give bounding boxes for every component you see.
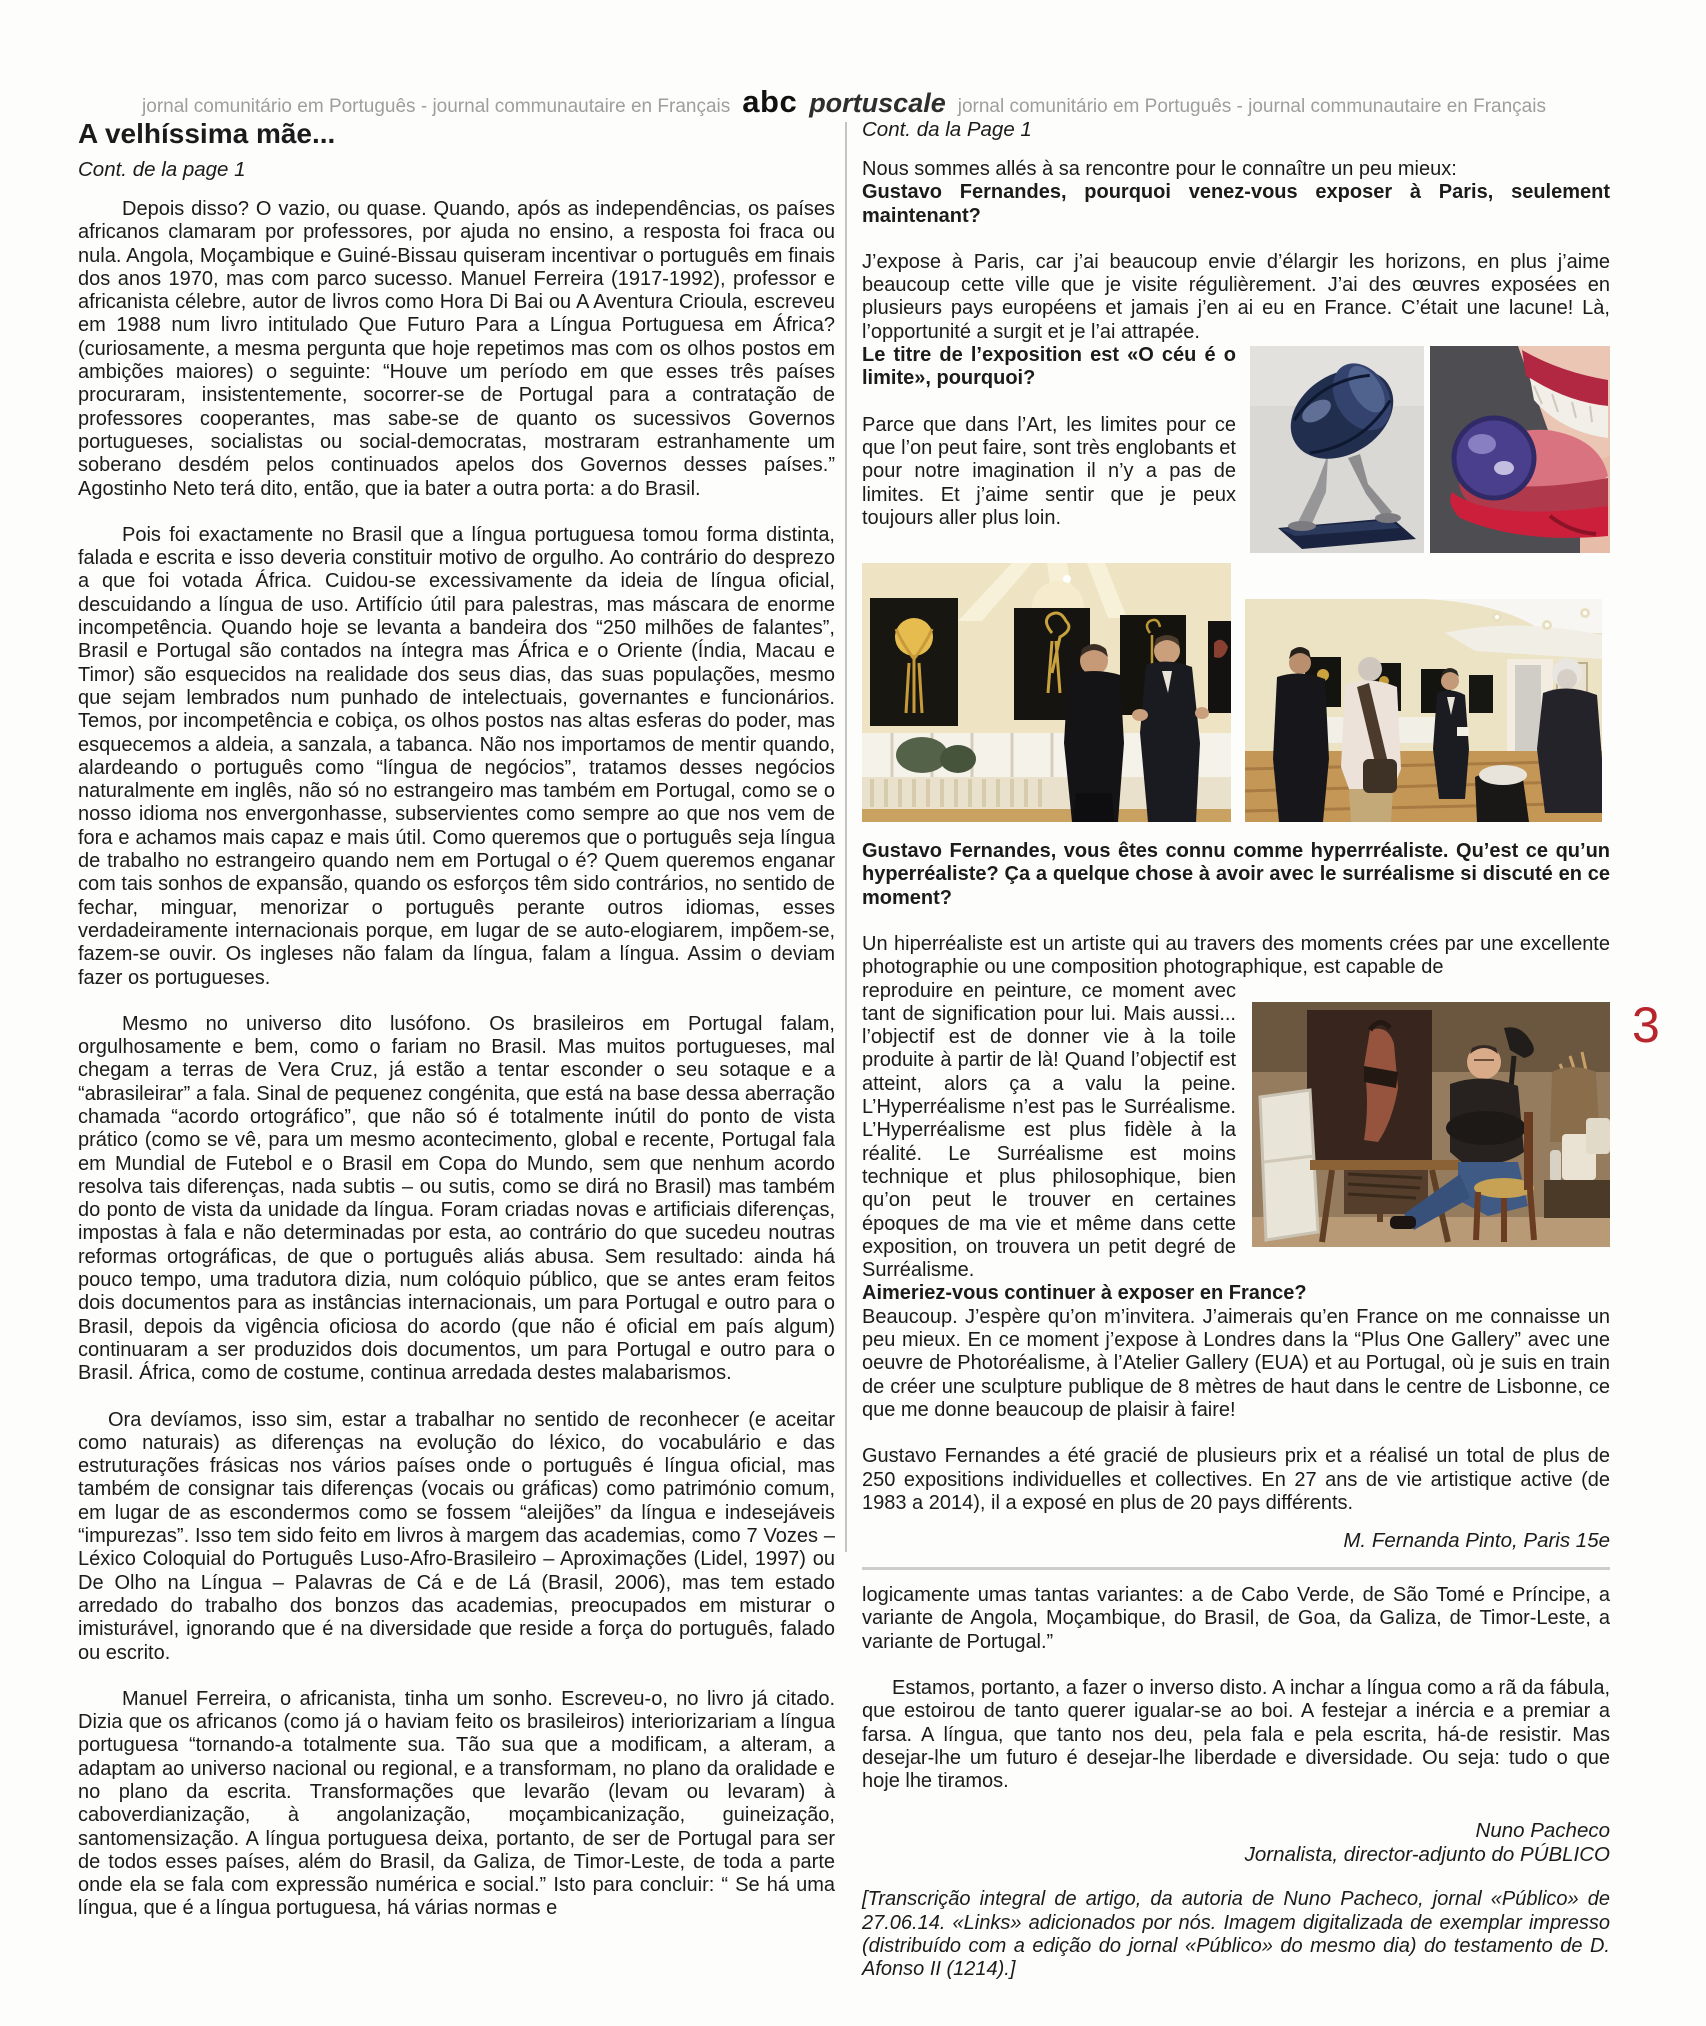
paragraph-2: Pois foi exactamente no Brasil que a língua portuguesa tomou forma distinta, falada e escrita e isso deveria constituir motivo de orgulho. Ao contrário do desprezo a que foi votada África. Cuidou-se excessivamente da ideia de língua oficial, descuidando a língua de uso. Artifício útil para palestras, mas máscara de enorme incompetência. Quando hoje se levanta a bandeira dos “250 milhões de falantes”, Brasil e Portugal são contados na íntegra mas África e o Oriente (Índia, Macau e Timor) são esquecidos na realidade dos seus dias, das suas populações, mesmo que sejam lembrados num punhado de intelectuais, governantes e funcionários. Temos, por incompetência e cobiça, os olhos postos nas altas esferas do poder, mas esquecemos a aldeia, a sanzala, a tabanca. Não nos importamos de mentir quando, alardeando o português como “língua de negócios”, tratamos desses negócios naturalmente em inglês, não só no estrangeiro mas também em Portugal, como se o nosso idioma nos envergonhasse, subservientes como sempre ao que nos vem de fora e achamos mais capaz e mais útil. Como queremos que o português seja língua de trabalho no estrangeiro quando nem em Portugal o é? Quem queremos enganar com tais sonhos de expansão, quando os esforços têm sido contrários, no sentido de fechar, minguar, menorizar o português perante outros idiomas, esses verdadeiramente internacionais porque, em lugar de se auto-elogiarem, impõem-se, fazem-se ouvir. Os ingleses não falam da língua, falam a língua. Assim o deviam fazer os portugueses. [78, 523, 835, 989]
artist-studio-photo-svg [1252, 1002, 1610, 1247]
question-4: Aimeriez-vous continuer à exposer en France? [862, 1282, 1307, 1305]
answer-2: Parce que dans l’Art, les limites pour ce que l’on peut faire, sont très englobants et pour notre imagination il n’y a pas de limites. Et j’aime sentir que je peux toujours aller plus loin. [862, 413, 1236, 529]
signature-name: Nuno Pacheco [1475, 1819, 1610, 1843]
article-french-interview [862, 118, 1610, 2005]
continuation-note-right: Cont. da la Page 1 [862, 118, 1032, 141]
article-title: A velhíssima mãe... [78, 118, 336, 149]
section-rule [862, 1567, 1610, 1570]
gallery-visitors-photo [1245, 599, 1602, 822]
brand-abc: abc [742, 84, 798, 119]
artist-studio-photo [1252, 1002, 1610, 1247]
paragraph-3: Mesmo no universo dito lusófono. Os brasileiros em Portugal falam, orgulhosamente e bem, como o fariam no Brasil. Mas muitos portugueses, mal chegam a terras de Vera Cruz, já estão a tentar esconder o seu sotaque e a “abrasileirar” a fala. Sinal de pequenez congénita, que está na base dessa aberração chamada “acordo ortográfico”, que não só é totalmente inútil do ponto de vista prático (como se vê, para um mesmo acontecimento, global e recente, Portugal fala em Mundial de Futebol e o Brasil em Copa do Mundo, sem que nenhum acordo resolva tais diferenças, nada subtis – ou sutis, como se dirá no Brasil) mas também do ponto de vista da unidade da língua. Foram criadas novas e artificiais diferenças, impostas à fala e não determinadas por esta, ao contrário do que sucedeu noutras reformas ortográficas, de que o português aliás abusa. Sem resultado: ainda há pouco tempo, uma tradutora dizia, num colóquio público, que se antes eram feitos dois documentos para as instâncias internacionais, um para Portugal e outro para o Brasil, depois da vigência oficiosa do acordo (que não é oficial em país algum) continuaram a ser produzidos dois documentos, um para Portugal e outro para o Brasil. África, como de costume, continua arredada destes malabarismos. [78, 1012, 835, 1385]
lips-blue-orb-photo [1430, 346, 1610, 553]
paragraph-1: Depois disso? O vazio, ou quase. Quando, após as independências, os países africanos clamaram por professores, por ajuda no ensino, a resposta foi fraca ou nula. Angola, Moçambique e Guiné-Bissau quiseram incentivar o português em finais dos anos 1970, mas com parco sucesso. Manuel Ferreira (1917-1992), professor e africanista célebre, autor de livros como Hora Di Bai ou A Aventura Crioula, escreveu em 1988 num livro intitulado Que Futuro Para a Língua Portuguesa em África? (curiosamente, a mesma pergunta que hoje repetimos mas com os olhos postos em ambições maiores) o seguinte: “Houve um período em que esses três países procuraram, insistentemente, socorrer-se de Portugal para a contratação de professores cooperantes, mas sabe-se de quanto os sucessivos Governos portugueses, socialistas ou social-democratas, mostraram estranhamente um soberano desdém pelos continuados apelos dos Governos desses países.” Agostinho Neto terá dito, então, que ia bater a outra porta: a do Brasil. [78, 198, 835, 500]
question-3-caption: Gustavo Fernandes, vous êtes connu comme hyperrréaliste. Qu’est ce qu’un hyperréaliste? Ça a quelque chose à avoir avec le surréalisme si discuté en ce moment? [862, 840, 1610, 909]
closing-paragraph: Gustavo Fernandes a été gracié de plusieurs prix et a réalisé un total de plus de 250 expositions individuelles et collectives. En 27 ans de vie artistique active (de 1983 a 2014), il a exposé en plus de 20 pays différents. [862, 1445, 1610, 1514]
continuation-note-left: Cont. de la page 1 [78, 158, 246, 181]
column-divider [845, 122, 847, 1552]
answer-4: Beaucoup. J’espère qu’on m’invitera. J’aimerais qu’en France on me connaisse un peu mieux. En ce moment j’expose à Londres dans la “Plus One Gallery” avec une oeuvre de Photoréalisme, à l’Atelier Gallery (EUA) et au Portugal, où je suis en train de créer une sculpture publique de 8 mètres de haut dans le centre de Lisbonne, ce que me donne beaucoup de plaisir à faire! [862, 1305, 1610, 1421]
interview-intro: Nous sommes allés à sa rencontre pour le connaître un peu mieux: [862, 158, 1457, 180]
question-2: Le titre de l’exposition est «O céu é o limite», pourquoi? [862, 344, 1236, 390]
answer-3-wrap: reproduire en peinture, ce moment avec tant de signification pour lui. Mais aussi... l’objectif est de donner vie à la toile produite à partir de là! Quand l’objectif est atteint, alors ça a valu la peine. L’Hyperréalisme n’est pas le Surréalisme. L’Hyperréalisme est plus fidèle à la réalité. Le Surréalisme est moins technique et plus philosophique, bien qu’on peut le trouver en certaines époques de ma vie et même dans cette exposition, on trouvera un petit degré de Surréalisme. [862, 979, 1236, 1282]
answer-1: J’expose à Paris, car j’ai beaucoup envie d’élargir les horizons, en plus j’aime beaucoup cette ville que je visite régulièrement. J’ai des œuvres exposées en plusieurs pays européens et jamais j’en ai eu en France. C’était une lacune! Là, l’opportunité a surgit et je l’ai attrapée. [862, 250, 1610, 343]
answer-3-lead: Un hiperréaliste est un artiste qui au travers des moments crées par une excellente photographie ou une composition photographique, est capable de [862, 932, 1610, 979]
article-portuguese [78, 118, 835, 1944]
pt-continuation-1: logicamente umas tantas variantes: a de Cabo Verde, de São Tomé e Príncipe, a variante de Angola, Moçambique, do Brasil, de Goa, da Galiza, de Timor-Leste, a variante de Portugal.” [862, 1584, 1610, 1653]
gallery-photos [862, 563, 1610, 827]
paragraph-4: Ora devíamos, isso sim, estar a trabalhar no sentido de reconhecer (e aceitar como naturais) as diferenças na evolução do léxico, do vocabulário e das estruturações frásicas nos vários países onde o português é língua oficial, mas também de consignar tais diferenças (vocais ou gráficas) como património comum, em lugar de as escondermos como se fossem “aleijões” da língua e indesejáveis “impurezas”. Isso tem sido feito em livros à margem das academias, como 7 Vozes – Léxico Coloquial do Português Luso-Afro-Brasileiro – Aproximações (Lidel, 1997) ou De Olho na Língua – Palavras de Cá e de Lá (Brasil, 2006), mas tem estado arredado do trabalho dos bonzos das academias, preocupados em misturar o imisturável, ignorando que é na diversidade que reside a força do português, falado ou escrito. [78, 1408, 835, 1664]
masthead-left-tagline: jornal comunitário em Português - journal communautaire en Français [142, 96, 731, 117]
barrel-legs-sculpture-photo [1250, 346, 1424, 553]
byline: M. Fernanda Pinto, Paris 15e [1343, 1529, 1610, 1553]
gallery-two-men-photo [862, 563, 1231, 822]
pt-continuation-2: Estamos, portanto, a fazer o inverso disto. A inchar a língua como a rã da fábula, que estoirou de tanto querer igualar-se ao boi. A festejar a inércia e a premiar a farsa. A língua, que tanto nos deu, pela fala e pela escrita, há-de resistir. Mas desejar-lhe um futuro é desejar-lhe liberdade e diversidade. Ou seja: tudo o que hoje lhe tiramos. [862, 1676, 1610, 1793]
question-1: Gustavo Fernandes, pourquoi venez-vous exposer à Paris, seulement maintenant? [862, 181, 1610, 227]
brand-portuscale: portuscale [809, 88, 946, 118]
signature-role: Jornalista, director-adjunto do PÚBLICO [1244, 1842, 1610, 1866]
masthead [78, 84, 1610, 120]
masthead-right-tagline: jornal comunitário em Português - journal communautaire en Français [957, 96, 1546, 117]
gallery-right-wrap [1245, 599, 1602, 827]
page-number: 3 [1632, 997, 1660, 1053]
sculpture-photos [1250, 346, 1610, 553]
paragraph-5: Manuel Ferreira, o africanista, tinha um sonho. Escreveu-o, no livro já citado. Dizia que os africanos (como já o haviam feito os brasileiros) interiorizariam a língua portuguesa “tornando-a totalmente sua. Tão sua que a modificam, a alteram, a adaptam ao universo nacional ou regional, e a transformam, no plano da oralidade e no plano da escrita. Transformações que levarão (levam ou levaram) à caboverdianização, à angolanização, moçambicanização, guineização, santomensização. A língua portuguesa deixa, portanto, de ser de Portugal para ser de todos esses países, além do Brasil, da Galiza, de Timor-Leste, de toda a parte onde ela se fala com expressão numérica e social.” Isto para concluir: “ Se há uma língua, que é a língua portuguesa, há várias normas e [78, 1687, 835, 1920]
transcription-note: [Transcrição integral de artigo, da autoria de Nuno Pacheco, jornal «Público» de 27.06.14. «Links» adicionados por nós. Imagem digitalizada de exemplar impresso (distribuído com a edição do jornal «Público» do mesmo dia) do testamento de D. Afonso II (1214).] [862, 1888, 1610, 1981]
